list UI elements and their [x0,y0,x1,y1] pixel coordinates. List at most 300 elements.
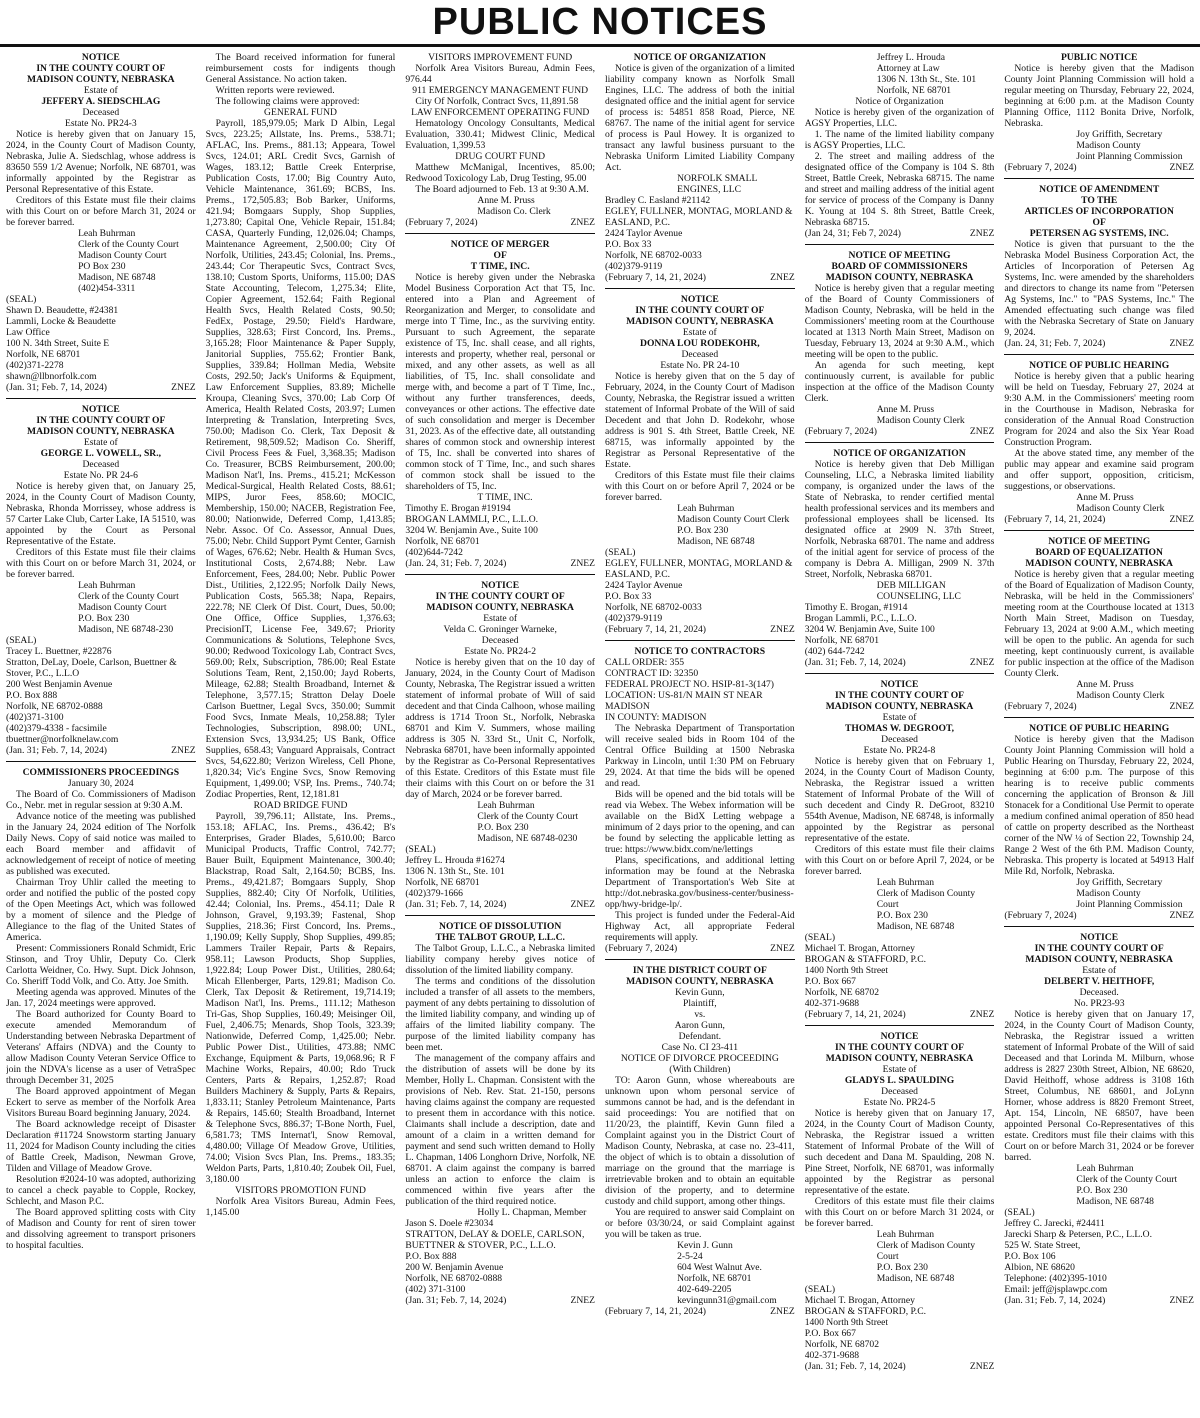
address-line: Jason S. Doele #23034 [405,1218,494,1229]
notice-heading: NOTICE OF PUBLIC HEARING [1029,723,1170,734]
publication-dates-text: (Jan. 31; Feb. 7, 14, 2024) [6,382,107,393]
signature-line: Anne M. Pruss [1076,679,1134,690]
signature-line: Clerk of Madison County Court [876,888,976,910]
notice-paragraph: Notice is hereby given that a public hearing will be held on Tuesday, February 27, 2024 at 9:30 A.M. in the Commissioners' meeting room in the Courthouse in Madison, Nebraska for consideration of the Annual Road Construction Program for 2024 and also the Six Year Road Construction Program. [1004,371,1195,448]
notice-subheading: NOTICE OF DIVORCE PROCEEDING [620,1053,779,1064]
notice-paragraph: The Board adjourned to Feb. 13 at 9:30 A.M. [415,184,589,195]
address-line: Albion, NE 68620 [1004,1262,1075,1273]
notice-heading: IN THE COUNTY COURT OF [36,415,166,426]
notice-paragraph: Present: Commissioners Ronald Schmidt, Eric Stinson, and Troy Uhlir, Deputy Co. Clerk Carlotta Weidner, Co. Hwy. Supt. Dick Johnson, Co. Sheriff Todd Volk, and Co. Atty. Joe Smith. [6,943,196,987]
signature-line: NORFOLK SMALL ENGINES, LLC [677,173,757,195]
column-6 [1004,52,1194,1414]
notice-heading: IN THE COUNTY COURT OF [635,305,765,316]
notice-subheading: Estate No. PR24-8 [863,745,936,756]
address-line: P.O. Box 667 [804,976,856,987]
notice-heading: MADISON COUNTY, NEBRASKA [825,1053,974,1064]
notice-paragraph: The Board approved appointment of Megan Eckert to serve as member of the Norfolk Area Visitors Bureau Board beginning January, 2024. [6,1086,196,1119]
notice-paragraph: 2. The street and mailing address of the designated office of the Company is 104 S. 8th Street, Battle Creek, Nebraska 68715. The name and street and mailing address of the initial agent for service of process of the Company is Danny K. Young at 104 S. 8th Street, Battle Creek, Nebraska 68715. [804,151,995,228]
notice-paragraph: Notice is given of the organization of a limited liability company known as Norfolk Small Engines, LLC. The address of both the initial designated office and the initial agent for service of process is: 54851 858 Road, Pierce, NE 68767. The name of the initial agent for service of process is Paul Howey. It is organized to transact any lawful business pursuant to the Nebraska Uniform Limited Liability Company Act. [605,63,795,173]
notice-subheading: Kevin Gunn, [675,987,725,998]
address-line: (402) 371-3100 [405,1284,466,1295]
notice-heading: MADISON COUNTY, NEBRASKA [825,701,974,712]
publication-dates-text: (February 7, 2024) [1004,910,1077,921]
notice-paragraph: The Board of Co. Commissioners of Madison Co., Nebr. met in regular session at 9:30 A.M. [6,789,196,811]
address-line: Norfolk, NE 68702-0888 [6,701,103,712]
notice-paragraph: The Nebraska Department of Transportation will receive sealed bids in Room 104 of the Central Office Building at 1500 Nebraska Parkway in Lincoln, until 1:30 PM on February 29, 2024. At that time the bids will be opened and read. [605,723,795,789]
notice [1004,52,1194,179]
notice-heading: PUBLIC NOTICE [1060,52,1138,63]
address-line: P.O. Box 888 [6,690,58,701]
notice-paragraph: The Talbot Group, L.L.C., a Nebraska limited liability company hereby gives notice of dissolution of the limited liability company. [405,943,596,976]
address-line: Timothy E. Brogan #19194 [405,503,511,514]
notice-paragraph: Creditors of this estate must file their claims with this Court on or before March 31 2024, or be forever barred. [804,1196,995,1229]
signature-line: Madison, NE 68748 [1076,1196,1154,1207]
notice-subheading: January 30, 2024 [67,778,134,789]
signature-line: Leah Buhrman [876,877,935,888]
signature-line: Anne M. Pruss [876,404,935,415]
signature-line: Leah Buhrman [1076,1163,1134,1174]
notice-paragraph: Creditors of this Estate must file their claims with this Court on or before March 31, 2024 or be forever barred. [6,195,196,228]
notice-paragraph: Advance notice of the meeting was published in the January 24, 2024 edition of The Norfolk Daily News. Copy of said notice was mailed to each Board member and affidavit of acknowledgement of receipt of notice of meeting as published was executed. [6,811,196,877]
notice-subheading: (With Children) [669,1064,731,1075]
notice-paragraph: Notice is hereby given that a regular meeting of the Board of Equalization of Madison County, Nebraska, will be held in the Commissioners' meeting room at the Courthouse located at 1313 North Main Street, Madison on Tuesday, February 13, 2024 at 9:00 A.M., which meeting will be open to the public. An agenda for such meeting, kept continuously current, is available for public inspection at the office of the Madison County Clerk. [1004,569,1195,679]
publication-dates-text: (Jan. 31; Feb. 7, 14, 2024) [405,1295,507,1306]
notice-subheading: Estate of [882,712,917,723]
notice-subheading: LAW ENFORCEMENT OPERATING FUND [411,107,590,118]
publication-dates-text: (Jan. 24, 31; Feb. 7, 2024) [1004,338,1106,349]
notice-heading: DELBERT V. HEITHOFF, [1044,976,1155,987]
address-line: (SEAL) [6,635,37,646]
publication-dates [405,1295,595,1306]
notice-heading: JEFFERY A. SIEDSCHLAG [41,96,161,107]
notice-subheading: Case No. CI 23-411 [661,1042,739,1053]
signature-line: Joint Planning Commission [1076,899,1183,910]
notice-subheading: Estate No. PR 24-10 [660,360,740,371]
publication-dates-text: (February 7, 2024) [1004,162,1077,173]
signature-line: Anne M. Pruss [477,195,535,206]
notice-paragraph: Creditors of this estate must file their claims with this Court on or before April 7, 2024, or be forever barred. [804,844,995,877]
notice-paragraph: Notice is hereby given that on January 17, 2024, in the County Court of Madison County, Nebraska, the Registrar issued a written statement of Informal Probate of the Will of said Deceased and that Lorinda M. Milburn, whose address is 2827 230th Street, Albion, NE 68620, David Heithoff, whose address is 3108 16th Street, Columbus, NE 68601, and JoLynn Horner, whose address is 8820 Fremont Street, Apt. 154, Lincoln, NE 68507, have been appointed Personal Co-Representatives of this estate. Creditors must file their claims with this Court on or before March 31, 2024 or be forever barred. [1004,1009,1195,1163]
notice-paragraph: Notice is hereby given that the Madison County Joint Planning Commission will hold a regular meeting on Thursday, February 22, 2024, beginning at 6:00 p.m. at the Madison County Planning Office, 1112 Bonita Drive, Norfolk, Nebraska. [1004,63,1195,129]
publication-dates-text: (Jan. 31; Feb. 7, 14, 2024) [804,657,906,668]
notice-heading: MADISON COUNTY, NEBRASKA [426,602,574,613]
publication-dates [805,1361,995,1372]
signature-line: Joy Griffith, Secretary [1076,129,1163,140]
address-line: 200 W. Benjamin Avenue [405,1262,504,1273]
notice [605,294,795,641]
notice-heading: GEORGE L. VOWELL, SR., [40,448,162,459]
signature-line: DEB MILLIGAN COUNSELING, LLC [876,580,961,602]
address-line: BROGAN & STAFFORD, P.C. [804,954,927,965]
notice-subheading: Estate of [682,327,717,338]
notice [605,52,795,289]
notice-heading: IN THE COUNTY COURT OF [1034,943,1164,954]
publication-dates [1004,338,1194,349]
publication-dates [1004,701,1194,712]
signature-line: P.O. Box 230 [1076,1185,1128,1196]
notice-heading: THOMAS W. DEGROOT, [844,723,955,734]
notice-paragraph: Notice is hereby given that on the 10 day of January, 2024, in the County Court of Madison County, Nebraska, The Registrar issued a written statement of informal probate of Will of said decedent and that Cinda Calhoon, whose mailing address is 1714 Troon St., Norfolk, Nebraska 68701 and Kim V. Summers, whose mailing address is 305 N. 33rd St., Unit C, Norfolk, Nebraska 68701, have been informally appointed by the Registrar as Co-Personal Representatives of this Estate. Creditors of this Estate must file their claims with this Court on or before the 31 day of March, 2024 or be forever barred. [405,657,596,800]
signature-line: P.O. Box 230 [876,1262,928,1273]
notice-heading: NOTICE [1080,932,1119,943]
publication-dates-text: (Jan 24, 31; Feb 7, 2024) [804,228,901,239]
publication-dates [1004,514,1194,525]
address-line: (SEAL) [804,1284,836,1295]
notice-subheading: Estate of [483,613,518,624]
notice-paragraph: Notice is hereby given that, on January 25, 2024, in the County Court of Madison County, Nebraska, Rhonda Morrissey, whose address is 57 Carter Lake Club, Carter Lake, IA 51510, was appointed by the Court as Personal Representative of the Estate. [6,481,196,547]
notice-heading: NOTICE OF AMENDMENT [1039,184,1160,195]
publication-dates-text: (February 7, 14, 21, 2024) [605,1306,706,1317]
notice-paragraph: This project is funded under the Federal-Aid Highway Act, all appropriate Federal requirements will apply. [605,910,795,943]
address-line: 402-371-9688 [804,998,860,1009]
notice-paragraph: Payroll, 39,796.11; Allstate, Ins. Prems., 153.18; AFLAC, Ins. Prems., 436.42; B's Enterprises, Grader Blades, 5,610.00; Barco Municipal Products, Traffic Control, 742.77; Bauer Built, Equipment Maintenance, 300.40; Blackstrap, Road Salt, 2,164.50; BCBS, Ins. Prems., 49,421.87; Bomgaars Supply, Shop Supplies, 882.40; City Of Norfolk, Utilities, 42.44; Colonial, Ins. Prems., 454.11; Dale R Johnson, Gravel, 9,193.39; Fastenal, Shop Supplies, 218.36; First Concord, Ins. Prems., 1,190.09; Kelly Supply, Shop Supplies, 499.85; Lammers Trailer Repair, Parts & Repairs, 958.11; Lawson Products, Shop Supplies, 1,922.84; Loup Power Dist., Utilities, 280.64; Micah Ellenberger, Parts, 129.81; Madison Co. Clerk, Tax Deposit & Retirement, 19,714.19; Madison Nat'l, Ins. Prems., 111.12; Matheson Tri-Gas, Shop Supplies, 160.49; Meisinger Oil, Fuel, 2,406.75; Menards, Shop Tools, 323.39; Nationwide, Deferred Comp, 1,425.00; Nebr. Public Power Dist., Utilities, 473.88; NMC Exchange, Equipment & Parts, 19,068.96; R F Machine Works, Repairs, 40.00; Rdo Truck Centers, Parts & Repairs, 1,252.87; Road Builders Machinery & Supply, Parts & Repairs, 1,833.11; Stanley Petroleum Maintenance, Parts & Repairs, 145.60; Stealth Broadband, Internet & Telephone Svcs, 886.37; T-Bone North, Fuel, 6,581.73; TMS Internat'l, Snow Removal, 4,480.00; Village Of Meadow Grove, Utilities, 74.00; Vision Svcs Plan, Ins. Prems., 183.35; Weldon Parts, Parts, 1,810.40; Zoubek Oil, Fuel, 3,180.00 [205,811,396,1185]
publication-dates [805,426,995,437]
signature-line: Madison County Court [78,602,167,613]
signature-line: Madison County Clerk [1076,503,1165,514]
address-line: Lammli, Locke & Beaudette [6,316,116,327]
signature-line: Clerk of the County Court [78,239,179,250]
notice-paragraph: Creditors of this Estate must file their claims with this Court on or before March 31, 2024, or be forever barred. [6,547,196,580]
notice-heading: MADISON COUNTY, NEBRASKA [1025,954,1173,965]
notice-heading: MADISON COUNTY, NEBRASKA [1025,558,1173,569]
publication-code: ZNEZ [570,558,596,569]
publication-dates-text: (February 7, 14, 21, 2024) [804,1009,906,1020]
address-line: P.O. Box 33 [605,591,652,602]
notice-paragraph: City Of Norfolk, Contract Svcs, 11,891.58 [415,96,579,107]
notice-paragraph: Notice is hereby given that on January 17, 2024, in the County Court of Madison County, Nebraska, the Registrar issued a written Statement of Informal Probate of the Will of such decedent and Dana M. Spaulding, 208 N. Pine Street, Norfolk, NE 68701, was informally appointed by the Registrar as personal representative of the estate. [804,1108,995,1196]
publication-dates [605,624,795,635]
signature-line: (402)454-3311 [78,283,136,294]
notice-paragraph: Payroll, 185,979.05; Mark D Albin, Legal Svcs, 223.25; Allstate, Ins. Prems., 538.71; AFLAC, Ins. Prems., 881.13; Appeara, Towel Svcs, 124.01; ARL Credit Svcs, Garnish of Wages, 183.12; Battle Creek Enterprise, Publication Costs, 17.00; Big Country Auto, Vehicle Maintenance, 361.69; BCBS, Ins. Prems., 172,505.83; Bob Barker, Uniforms, 421.94; Bomgaars Supply, Shop Supplies, 1,273.80; Capital One, Vehicle Repair, 151.84; CASA, Quarterly Funding, 12,026.04; Champs, Maintenance Agreement, 2,500.00; City Of Norfolk, Utilities, 243.45; Colonial, Ins. Prems., 243.44; Cor Therapeutic Svcs, Contract Svcs, 138.10; Custom Sports, Uniforms, 115.00; DAS State Accounting, Telecom, 1,275.34; Elite, Copier Agreement, 152.64; Faith Regional Health Svcs, Health Related Costs, 90.50; FedEx, Postage, 29.50; Field's Hardware, Supplies, 328.63; First Concord, Ins. Prems., 3,165.28; Floor Maintenance & Paper Supply, Janitorial Supplies, 755.62; Frontier Bank, Supplies, 339.84; Hollman Media, Website Costs, 292.50; Jack's Uniforms & Equipment, Law Enforcement Supplies, 83.89; Michelle Kroupa, Cleaning Svcs, 370.00; Lab Corp Of America, Health Related Costs, 203.97; Lumen Interpreting & Translation, Interpreting Svcs, 750.00; Madison Co. Clerk, Tax Deposit & Retirement, 98,509.52; Madison Co. Sheriff, Civil Process Fees & Fuel, 3,368.35; Madison Co. Treasurer, BCBS Reimbursement, 200.00; Madison Nat'l, Ins. Prems., 415.21; McKesson Medical-Surgical, Health Related Costs, 88.61; MIPS, Juror Fees, 858.60; MOCIC, Membership, 150.00; NACEB, Registration Fee, 80.00; Nationwide, Deferred Comp, 1,413.85; Nebr. Assoc. Of Co. Assessor, Annual Dues, 75.00; Nebr. Child Support Pymt Center, Garnish of Wages, 676.62; Nebr. Health & Human Svcs, Institutional Costs, 2,674.88; Nebr. Law Enforcement, Fees, 284.00; Nebr. Public Power Dist., Utilities, 2,122.95; Norfolk Daily News, Publication Costs, 565.38; Napa, Repairs, 222.78; NE Clerk Of Dist. Court, Dues, 50.00; One Office, Office Supplies, 1,376.63; PrecisionIT, License Fee, 349.67; Priority Communications & Solutions, Telephone Svcs, 90.00; Redwood Toxicology Lab, Contract Svcs, 569.00; Relx, Subscription, 786.00; Real Estate Solutions Team, Rent, 2,150.00; Jayd Roberts, Mileage, 62.88; Stealth Broadband, Internet & Telephone, 3,577.15; Stratton Delay Doele Carlson Buettner, Legal Svcs, 350.00; Summit Food Svcs, Inmate Meals, 10,258.88; Tyler Technologies, Subscription, 898.00; UNL, Extension Svcs, 13,934.25; US Bank, Office Supplies, 658.43; Vanguard Appraisals, Contract Svcs, 54,622.80; Verizon Wireless, Cell Phone, 1,820.34; Vic's Engine Svcs, Snow Removing Equipment, 1,499.00; VSP, Ins. Prems., 740.74; Zodiac Properties, Rent, 12,181.81 [205,118,396,800]
signature-line: Norfolk, NE 68701 [876,85,952,96]
publication-dates [805,228,995,239]
notice-heading: MADISON COUNTY, NEBRASKA [27,74,175,85]
address-line: Norfolk, NE 68702 [804,1339,880,1350]
publication-code: ZNEZ [770,943,795,954]
notice-paragraph: Notice is hereby given of the organization of AGSY Properties, LLC. [804,107,995,129]
notice-paragraph: Notice is hereby given that on January 15, 2024, in the County Court of Madison County, Nebraska, Julie A. Siedschlag, whose address is 83650 559 1/2 Avenue; Norfolk, NE 68701, was informally appointed by the Registrar as Personal Representative of this Estate. [6,129,196,195]
notice-subheading: Estate No. PR24-3 [64,118,137,129]
notice [405,921,595,1311]
publication-dates-text: (February 7, 14, 21, 2024) [1004,514,1106,525]
signature-line: kevingunn31@gmail.com [677,1295,777,1306]
publication-code: ZNEZ [1169,910,1195,921]
address-line: IN COUNTY: MADISON [605,712,707,723]
notice [1004,932,1194,1311]
address-line: Bradley C. Easland #21142 [605,195,711,206]
publication-code: ZNEZ [969,228,995,239]
publication-dates [805,657,995,668]
address-line: (SEAL) [1004,1207,1035,1218]
notice-heading: NOTICE OF ORGANIZATION [833,448,966,459]
notice-paragraph: Matthew McManigal, Incentives, 85.00; Redwood Toxicology Lab, Drug Testing, 95.00 [405,162,596,184]
publication-code: ZNEZ [1169,514,1195,525]
notice-heading: T TIME, INC. [470,261,530,272]
notice-heading: MADISON COUNTY, NEBRASKA [825,272,974,283]
publication-dates [805,1009,995,1020]
notice-paragraph: Creditors of this Estate must file their claims with this Court on or before April 7, 2024 or be forever barred. [605,470,795,503]
notice-heading: NOTICE OF DISSOLUTION [439,921,562,932]
signature-line: Madison County Clerk [1076,690,1165,701]
publication-code: ZNEZ [570,1295,596,1306]
publication-dates-text: (February 7, 14, 21, 2024) [605,624,706,635]
address-line: 525 W. State Street, [1004,1240,1081,1251]
publication-code: ZNEZ [770,1306,795,1317]
notice-heading: MADISON COUNTY, NEBRASKA [27,426,175,437]
notice-heading: NOTICE OF MEETING [848,250,951,261]
notice-heading: IN THE COUNTY COURT OF [835,690,965,701]
publication-code: ZNEZ [969,657,995,668]
notice [1004,360,1194,531]
address-line: Jeffrey L. Hrouda #16274 [405,855,505,866]
address-line: Jeffrey C. Jarecki, #24411 [1004,1218,1105,1229]
address-line: P.O. Box 106 [1004,1251,1056,1262]
signature-line: 2-5-24 [677,1251,703,1262]
notice-heading: OF [493,250,507,261]
publication-dates-text: (February 7, 2024) [804,426,877,437]
notice-subheading: DRUG COURT FUND [455,151,546,162]
publication-dates-text: (February 7, 2024) [605,943,678,954]
notice [1004,184,1194,355]
masthead-rule [0,44,1200,47]
notice [405,580,595,916]
notice-subheading: Deceased [481,635,519,646]
publication-dates-text: (Jan. 31; Feb. 7, 14, 2024) [804,1361,906,1372]
publication-dates-text: (February 7, 2024) [405,217,478,228]
signature-line: Madison County [1076,888,1141,899]
address-line: shawn@llbnorfolk.com [6,371,97,382]
address-line: Norfolk, NE 68701 [405,536,480,547]
signature-line: Attorney at Law [876,63,940,74]
notice [1004,723,1194,927]
publication-dates [605,272,795,283]
signature-line: Madison County Clerk [876,415,965,426]
publication-dates-text: (Jan. 31; Feb. 7, 14, 2024) [405,899,507,910]
notice-paragraph: Norfolk Area Visitors Bureau, Admin Fees, 1,145.00 [205,1196,396,1218]
address-line: 1400 North 9th Street [804,965,889,976]
publication-code: ZNEZ [1169,701,1195,712]
signature-line: Joy Griffith, Secretary [1076,877,1163,888]
notice-paragraph: The management of the company affairs and the distribution of assets will be done by its Member, Holly L. Chapman. Consistent with the provisions of Neb. Rev. Stat. 21-150, persons having claims against the company are requested to present them in accordance with this notice. Claimants shall include a description, date and amount of a claim in a written demand for payment and send such written demand to Holly L. Chapman, 1406 Longhorn Drive, Norfolk, NE 68701. A claim against the company is barred unless an action to enforce the claim is commenced within five years after the publication of the third required notice. [405,1053,596,1207]
address-line: Norfolk, NE 68701 [804,635,880,646]
notice-paragraph: Notice is given that pursuant to the the Nebraska Model Business Corporation Act, the Articles of Incorporation of Petersen Ag Systems, Inc. were amended by the shareholders and directors to change its name from "Petersen Ag Systems, Inc." to "PAS Systems, Inc." The Amended effectuating such change was filed with the Nebraska Secretary of State on January 9, 2024. [1004,239,1195,338]
signature-line: Clerk of the County Court [477,811,579,822]
notice-subheading: Aaron Gunn, [674,1020,725,1031]
publication-dates [405,558,595,569]
notice-subheading: vs. [694,1009,706,1020]
notice [206,52,396,1223]
notice-subheading: Estate No. PR24-2 [464,646,537,657]
publication-dates-text: (Jan. 24, 31; Feb. 7, 2024) [405,558,507,569]
notice-paragraph: The Board received information for funeral reimbursement costs for indigents though General Assistance. No action taken. [205,52,396,85]
publication-code: ZNEZ [1169,1295,1195,1306]
signature-line: 402-649-2205 [677,1284,732,1295]
publication-code: ZNEZ [171,745,196,756]
publication-code: ZNEZ [770,624,795,635]
notice-subheading: Estate No. PR 24-6 [63,470,138,481]
signature-line: Leah Buhrman [477,800,535,811]
publication-dates-text: (February 7, 2024) [1004,701,1077,712]
address-line: 2424 Taylor Avenue [605,580,683,591]
notice-heading: IN THE COUNTY COURT OF [36,63,166,74]
publication-dates-text: (Jan. 31; Feb. 7, 14, 2024) [6,745,107,756]
notice [6,52,196,399]
publication-dates [605,943,795,954]
address-line: EGLEY, FULLNER, MONTAG, MORLAND & EASLAND, P.C. [605,558,793,580]
address-line: Law Office [6,327,50,338]
address-line: Norfolk, NE 68701 [6,349,81,360]
address-line: FEDERAL PROJECT NO. HSIP-81-3(147) [605,679,774,690]
notice-subheading: Estate of [882,1064,917,1075]
address-line: (SEAL) [605,547,636,558]
signature-line: Madison, NE 68748-0230 [477,833,578,844]
notice [405,239,595,575]
notice-paragraph: TO: Aaron Gunn, whose whereabouts are unknown upon whom personal service of summons cannot be had, and is the defendant in said proceedings: You are notified that on 11/20/23, the plaintiff, Kevin Gunn filed a Complaint against you in the District Court of Madison County, Nebraska, at case no. 23-411, the object of which is to obtain a dissolution of marriage on the ground that the marriage is irretrievable broken and to obtain an equitable division of the property, and to determine custody and child support, among other things. [605,1075,795,1207]
notice [605,646,795,960]
notice-heading: BOARD OF COMMISSIONERS [831,261,968,272]
signature-line: Madison, NE 68748 [876,921,955,932]
address-line: (402)371-3100 [6,712,64,723]
notice-paragraph: 1. The name of the limited liability company is AGSY Properties, LLC. [804,129,995,151]
notice-paragraph: An agenda for such meeting, kept continuously current, is available for public inspection at the office of the Madison County Clerk. [804,360,995,404]
address-line: Stratton, DeLay, Doele, Carlson, Buettner & Stover, P.C., L.L.O [6,657,177,679]
publication-code: ZNEZ [171,382,196,393]
notice [605,965,795,1322]
address-line: 2424 Taylor Avenue [605,228,683,239]
address-line: Tracey L. Buettner, #22876 [6,646,112,657]
notice-heading: IN THE DISTRICT COURT OF [632,965,767,976]
address-line: Norfolk, NE 68702-0033 [605,250,702,261]
notice-subheading: Deceased [881,1086,918,1097]
notice-paragraph: The Board approved splitting costs with City of Madison and County for rent of siren tower and dissolving agreement to transport prisoners to hospital faculties. [6,1207,196,1251]
notice-heading: OF [1092,217,1106,228]
publication-code: ZNEZ [570,899,596,910]
notice-heading: PETERSEN AG SYSTEMS, INC. [1029,228,1169,239]
notice-subheading: No. PR23-93 [1073,998,1125,1009]
address-line: (SEAL) [405,844,436,855]
notice-heading: NOTICE OF PUBLIC HEARING [1029,360,1170,371]
notice-heading: ARTICLES OF INCORPORATION [1024,206,1174,217]
notice-subheading: VISITORS PROMOTION FUND [235,1185,366,1196]
address-line: (402)371-2278 [6,360,64,371]
address-line: BROGAN & STAFFORD, P.C. [804,1306,927,1317]
publication-code: ZNEZ [1169,162,1195,173]
column-3 [405,52,595,1414]
signature-line: PO Box 230 [78,261,126,272]
notice-heading: NOTICE OF MEETING [1048,536,1151,547]
address-line: EGLEY, FULLNER, MONTAG, MORLAND & EASLAND, P.C. [605,206,793,228]
notice-paragraph: Notice is hereby given under the Nebraska Model Business Corporation Act that T5, Inc. entered into a Plan and Agreement of Reorganization and Merger, to consolidate and merge into T Time, Inc., as the surviving entity. Pursuant to such Agreement, the separate existence of T5, Inc. shall cease, and all rights, interests and property, whether real, personal or mixed, and any other assets, as well as all liabilities, of T5, Inc. shall consolidate and merge with, and become a part of T Time, Inc., without any further transferences, deeds, conveyances or other actions. The effective date of such consolidation and merger is December 31, 2023. As of the effective date, all outstanding shares of common stock and ownership interest of T5, Inc. shall be converted into shares of common stock of T Time, Inc., and such shares of common stock shall be issued to the shareholders of T5, Inc. [405,272,596,492]
address-line: CONTRACT ID: 32350 [605,668,699,679]
address-line: Shawn D. Beaudette, #24381 [6,305,119,316]
publication-dates [1004,162,1194,173]
notice-heading: THE TALBOT GROUP, L.L.C. [435,932,565,943]
address-line: (402)379-4338 - facsimile [6,723,107,734]
notice [805,250,995,443]
publication-dates-text: (February 7, 14, 21, 2024) [605,272,706,283]
notice-subheading: Estate of [1082,965,1117,976]
notice-subheading: Plaintiff, [683,998,717,1009]
notice-paragraph: Notice is hereby given that on the 5 day of February, 2024, in the County Court of Madison County, Nebraska, the Registrar issued a written statement of Informal Probate of the Will of said Decedent and that John D. Rodekohr, whose address is 901 S. 4th Street, Battle Creek, NE 68715, was informally appointed by the Registrar as Personal Representative of the Estate. [605,371,795,470]
signature-line: Joint Planning Commission [1076,151,1183,162]
notice-heading: MADISON COUNTY, NEBRASKA [626,316,774,327]
signature-line: 604 West Walnut Ave. [677,1262,762,1273]
notice-subheading: Notice of Organization [855,96,944,107]
address-line: Timothy E. Brogan, #1914 [804,602,908,613]
publication-code: ZNEZ [770,272,795,283]
notice [6,404,196,762]
address-line: STRATTON, DeLAY & DOELE, CARLSON, BUETTNER & STOVER, P.C., L.L.O. [405,1229,585,1251]
signature-line: Kevin J. Gunn [677,1240,733,1251]
publication-code: ZNEZ [1169,338,1195,349]
notice-paragraph: Plans, specifications, and additional letting information may be found at the Nebraska Department of Transportation's Web Site at http://dot.nebraska.gov/business-center/business-opp/hwy-bridge-lp/. [605,855,795,910]
notice-subheading: Deceased [681,349,719,360]
notice-paragraph: Norfolk Area Visitors Bureau, Admin Fees, 976.44 [405,63,596,85]
notice-heading: NOTICE TO CONTRACTORS [634,646,766,657]
address-line: Brogan Lammli, P.C., L.L.O. [804,613,917,624]
notice-paragraph: At the above stated time, any member of the public may appear and examine said program and offer support, opposition, criticism, suggestions, or observations. [1004,448,1195,492]
notice [805,448,995,674]
notice-subheading: Estate of [83,437,118,448]
signature-line: P.O. Box 230 [876,910,928,921]
publication-dates [1004,910,1194,921]
signature-line: Leah Buhrman [78,580,136,591]
signature-line: P.O. Box 230 [677,525,729,536]
column-2 [206,52,396,1414]
notice [805,679,995,1026]
notice-subheading: ROAD BRIDGE FUND [253,800,348,811]
publication-dates [6,745,196,756]
notice-subheading: Velda C. Groninger Warneke, [443,624,557,635]
notice [1004,536,1194,718]
column-4 [605,52,795,1414]
notice [805,52,995,245]
publication-code: ZNEZ [969,426,995,437]
notice-subheading: Estate No. PR24-5 [863,1097,936,1108]
signature-line: Madison County Court [78,250,167,261]
address-line: (SEAL) [804,932,836,943]
signature-line: Madison, NE 68748 [876,1273,955,1284]
signature-line: Jeffrey L. Hrouda [876,52,946,63]
address-line: Jarecki Sharp & Petersen, P.C., L.L.O. [1004,1229,1152,1240]
address-line: CALL ORDER: 355 [605,657,685,668]
signature-line: 1306 N. 13th St., Ste. 101 [876,74,977,85]
address-line: P.O. Box 667 [804,1328,856,1339]
address-line: Michael T. Brogan, Attorney [804,1295,915,1306]
address-line: (402)379-9119 [605,613,663,624]
address-line: Norfolk, NE 68702-0033 [605,602,702,613]
notice-subheading: Defendant. [678,1031,722,1042]
publication-dates [1004,1295,1194,1306]
signature-line: T TIME, INC. [477,492,533,503]
notice-paragraph: The Board acknowledge receipt of Disaster Declaration #11724 Snowstorm starting January 11, 2024 for Madison County including the cities of Battle Creek, Madison, Newman Grove, Tilden and Village of Meadow Grove. [6,1119,196,1174]
notice-heading: BOARD OF EQUALIZATION [1035,547,1163,558]
address-line: BROGAN LAMMLI, P.C., L.L.O. [405,514,539,525]
notice-subheading: VISITORS IMPROVEMENT FUND [428,52,573,63]
signature-line: P.O. Box 230 [477,822,529,833]
notice-heading: NOTICE OF MERGER [450,239,550,250]
signature-line: Madison County Court Clerk [677,514,790,525]
notice-paragraph: Notice is hereby given that Deb Milligan Counseling, LLC, a Nebraska limited liability company, is organized under the laws of the State of Nebraska, to render certified mental health professional services and its members and professional employees shall be licensed. Its designated office at 2909 N. 37th Street, Norfolk, Nebraska 68701. The name and address of the initial agent for service of process of the company is Debra A. Milligan, 2909 N. 37th Street, Norfolk, Nebraska 68701. [804,459,995,580]
notice-paragraph: Notice is hereby given that a regular meeting of the Board of County Commissioners of Madison County, Nebraska, will be held in the Commissioners' meeting room at the Courthouse located at 1313 North Main Street, Madison on Tuesday, February 13, 2024 at 9:30 A.M., which meeting will be open to the public. [804,283,995,360]
publication-dates-text: (Jan. 31; Feb. 7, 14, 2024) [1004,1295,1106,1306]
address-line: 100 N. 34th Street, Suite E [6,338,110,349]
notice-heading: NOTICE [81,404,120,415]
notice-subheading: Deceased. [1079,987,1119,998]
notice-heading: NOTICE [481,580,520,591]
address-line: (402)379-9119 [605,261,663,272]
notice-subheading: GENERAL FUND [264,107,337,118]
